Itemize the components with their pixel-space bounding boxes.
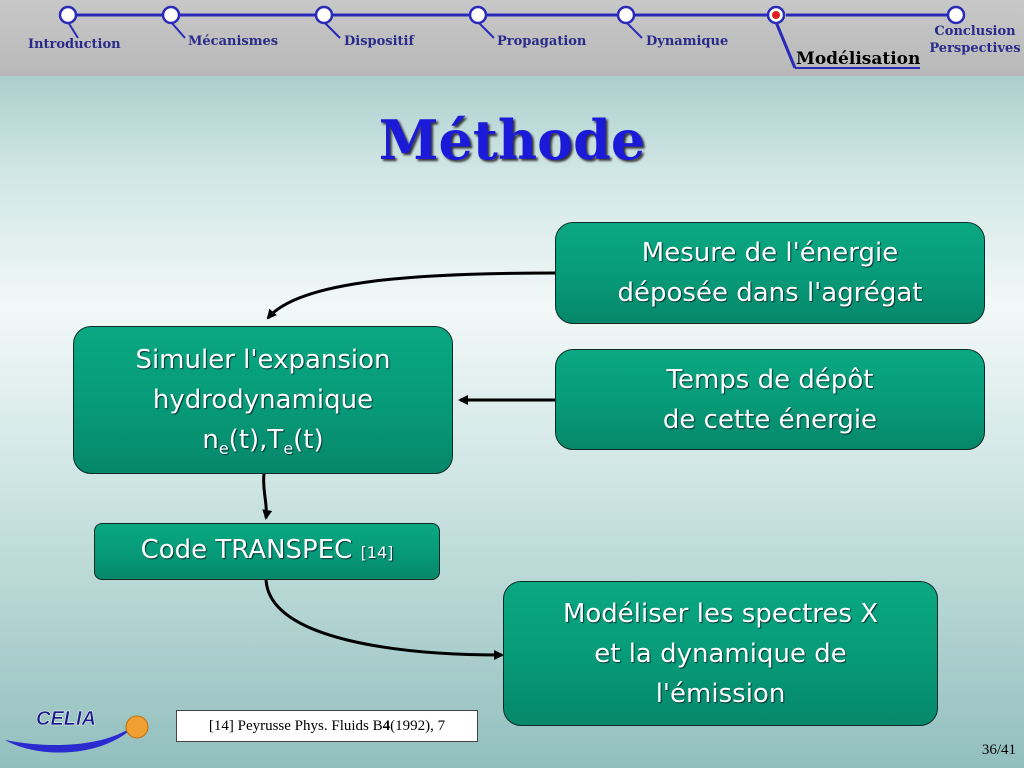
nav-item-conclusion-line1: Conclusion — [934, 24, 1016, 39]
box-simuler-line3: $n_e(t),T_e(t)$ — [202, 425, 324, 459]
nav-item-modelisation[interactable]: Modélisation — [796, 49, 921, 69]
nav-item-conclusion-line2: Perspectives — [929, 41, 1021, 56]
arrow-code-to-modeliser — [266, 580, 502, 655]
arrow-simuler-to-code — [264, 474, 267, 518]
box-temps-depot — [555, 349, 985, 450]
box-mesure-energie-line2: déposée dans l'agrégat — [617, 278, 923, 308]
box-simuler-line1: Simuler l'expansion — [135, 345, 391, 375]
box-code-transpec-label: Code TRANSPEC [14] — [140, 535, 394, 565]
nav-item-mecanismes[interactable]: Mécanismes — [188, 34, 279, 49]
nav-item-introduction[interactable]: Introduction — [28, 37, 121, 52]
nav-item-dynamique[interactable]: Dynamique — [646, 34, 729, 49]
nav-item-dispositif[interactable]: Dispositif — [344, 34, 415, 49]
box-modeliser-line2: et la dynamique de — [594, 638, 847, 669]
box-temps-depot-line2: de cette énergie — [662, 404, 878, 435]
nav-item-propagation[interactable]: Propagation — [497, 34, 587, 49]
box-modeliser-line1: Modéliser les spectres X — [562, 598, 879, 629]
citation-14: [14] — [360, 543, 394, 562]
celia-logo — [0, 698, 160, 758]
box-code-transpec — [94, 523, 440, 580]
slide-title: Méthode — [378, 108, 646, 172]
reference-citation: [14] Peyrusse Phys. Fluids B 4 (1992), 7 — [176, 710, 478, 742]
box-modeliser-line3: l'émission — [655, 678, 786, 709]
box-mesure-energie — [555, 222, 985, 324]
box-temps-depot-line1: Temps de dépôt — [666, 364, 874, 395]
svg-text:CELIA: CELIA — [36, 708, 96, 730]
box-mesure-energie-line1: Mesure de l'énergie — [641, 238, 899, 268]
box-modeliser-spectres — [503, 581, 938, 726]
page-number: 36/41 — [981, 742, 1016, 758]
arrow-energie-to-simuler — [268, 273, 556, 318]
box-simuler-line2: hydrodynamique — [152, 385, 374, 415]
box-simuler-expansion — [73, 326, 453, 474]
